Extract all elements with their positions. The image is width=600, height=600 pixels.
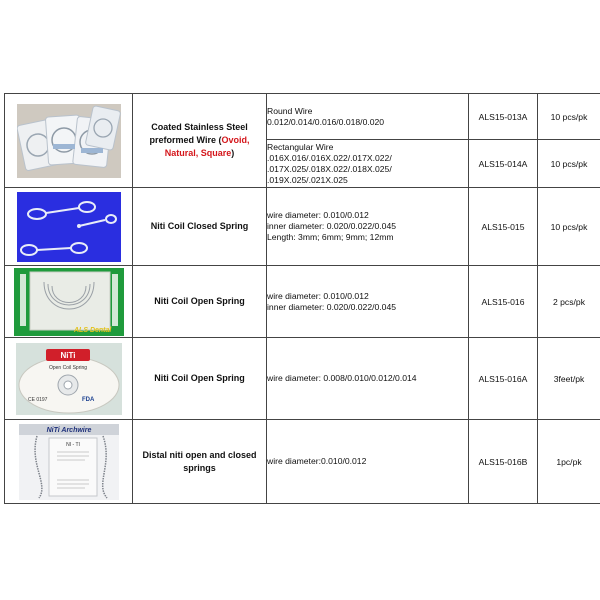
product-name: Niti Coil Closed Spring	[133, 188, 267, 266]
closed-springs-picture	[17, 192, 121, 262]
product-name-text: Coated Stainless Steel preformed Wire (	[149, 122, 248, 145]
spec-line: 0.012/0.014/0.016/0.018/0.020	[267, 116, 385, 127]
wire-shapes-text: Ovoid, Natural, Square	[164, 135, 250, 158]
archwire-header-text: NiTi Archwire	[46, 426, 91, 434]
spool-picture	[16, 343, 122, 415]
spec-line: Length: 3mm; 6mm; 9mm; 12mm	[267, 232, 394, 242]
open-spring-pack-image	[5, 266, 133, 338]
pack-size: 3feet/pk	[538, 338, 600, 420]
ce-mark-text: CE 0197	[27, 396, 47, 403]
spec-line: Round Wire	[267, 105, 313, 116]
label-sub-text: NI - TI	[65, 441, 80, 448]
spec-cell	[267, 266, 469, 338]
open-spring-pack-picture	[14, 268, 124, 336]
product-name: Niti Coil Open Spring	[133, 266, 267, 338]
open-spring-spool-image	[5, 338, 133, 420]
table-row	[5, 94, 600, 140]
product-code: ALS15-016	[469, 266, 538, 338]
product-name-coated-wire	[133, 94, 267, 188]
closing-paren-text: )	[231, 148, 235, 158]
product-code: ALS15-016B	[469, 420, 538, 504]
spec-line: wire diameter: 0.010/0.012	[267, 210, 369, 220]
spec-line: Rectangular Wire	[267, 141, 334, 152]
pack-size: 1pc/pk	[538, 420, 600, 504]
coated-wire-packets-image	[5, 94, 133, 188]
spec-cell	[267, 94, 469, 140]
product-name: Distal niti open and closed springs	[133, 420, 267, 504]
closed-springs-image	[5, 188, 133, 266]
spec-cell	[267, 338, 469, 420]
distal-springs-picture	[19, 424, 119, 500]
pack-size: 10 pcs/pk	[538, 140, 600, 188]
spec-line: wire diameter:0.010/0.012	[267, 456, 367, 466]
wire-packets-picture	[17, 104, 121, 178]
watermark-text: ALS Dental	[73, 326, 111, 334]
spec-line: wire diameter: 0.008/0.010/0.012/0.014	[267, 373, 417, 383]
product-code: ALS15-016A	[469, 338, 538, 420]
table-row	[5, 420, 600, 504]
pack-size: 10 pcs/pk	[538, 94, 600, 140]
spec-line: inner diameter: 0.020/0.022/0.045	[267, 301, 396, 312]
table-row	[5, 188, 600, 266]
spec-cell	[267, 420, 469, 504]
spec-line: .017X.025/.018X.022/.018X.025/	[267, 163, 392, 174]
distal-springs-image	[5, 420, 133, 504]
brand-text: NiTi	[60, 350, 75, 360]
spec-line: .016X.016/.016X.022/.017X.022/	[267, 152, 392, 163]
spec-line: .019X.025/.021X.025	[267, 174, 348, 185]
spool-label-text: Open Coil Spring	[48, 364, 87, 371]
product-name: Niti Coil Open Spring	[133, 338, 267, 420]
table-row	[5, 338, 600, 420]
fda-mark-text: FDA	[81, 396, 94, 403]
pack-size: 10 pcs/pk	[538, 188, 600, 266]
spec-cell	[267, 188, 469, 266]
table-row	[5, 266, 600, 338]
product-code: ALS15-015	[469, 188, 538, 266]
spec-cell	[267, 140, 469, 188]
spec-line: inner diameter: 0.020/0.022/0.045	[267, 221, 396, 231]
product-code: ALS15-013A	[469, 94, 538, 140]
product-code: ALS15-014A	[469, 140, 538, 188]
pack-size: 2 pcs/pk	[538, 266, 600, 338]
spec-line: wire diameter: 0.010/0.012	[267, 290, 369, 301]
product-table	[4, 93, 600, 504]
